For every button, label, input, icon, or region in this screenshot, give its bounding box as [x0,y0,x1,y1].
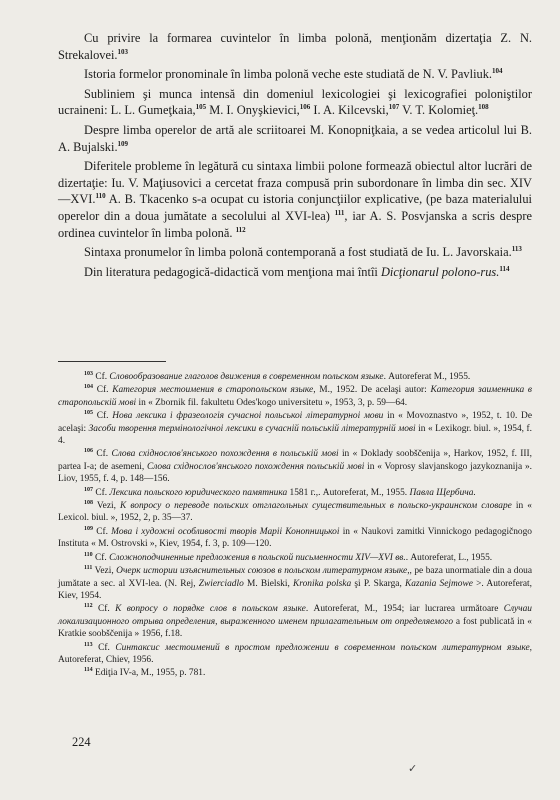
text-run: Diferitele probleme în legătură cu sintaxa limbii polone formează obiectul altor lucrări de dizertaţie: Iu. V. Maţiusovici a cercetat fraza compusă prin subordonare în limba din sec. XIV—XVI. [58,159,532,207]
footnote [58,603,532,640]
italic-title: К вопросу о переводе польских отглагольных существительных в польско-украинском словаре [120,501,512,512]
text-run: , M., 1952. De acelaşi autor: [313,385,431,396]
footnote-ref: 113 [511,245,522,254]
text-run: Cf. [92,642,116,653]
text-run: . Autoreferat M., 1955. [383,372,471,382]
text-run: Din literatura pedagogică-didactică vom menţiona mai întîi [84,264,381,279]
text-run: , Autoreferat, Chiev, 1956. [58,642,533,665]
text-run: A. B. Tkacenko s-a ocupat cu istoria conjuncţiilor explicative, (pe baza materialului operelor din a doua jumătate a secolului al XVI-lea) [58,192,532,223]
paragraph [58,244,532,261]
text-run: . Autoreferat, M., 1954; iar lucrarea următoare [305,604,504,615]
main-text [58,30,532,283]
footnote-ref: 105 [84,410,93,417]
italic-title: Лексика польского юридического памятника [109,487,288,498]
italic-title: Kronika polska [293,578,352,589]
text-run: I. A. Kilcevski, [310,103,389,118]
footnote-ref: 114 [84,667,93,674]
text-run: Cf. [93,385,113,396]
text-run: Ediţia IV-a, M., 1955, p. 781. [92,668,206,679]
footnote-ref: 105 [195,103,207,112]
paragraph [58,264,532,281]
footnote [58,371,532,383]
text-run: Cf. [93,526,112,537]
text-run: Cu privire la formarea cuvintelor în limba polonă, menţionăm dizertaţia Z. N. Strekalovei. [58,31,532,62]
text-run: Cf. [92,604,116,615]
footnote [58,667,532,679]
footnote-ref: 109 [117,139,129,148]
footnote-ref: 107 [84,486,93,493]
text-run: Cf. [93,449,112,460]
footnote-ref: 107 [388,103,400,112]
text-run: M. Bielski, [243,578,294,589]
italic-title: Kazania Sejmowe [405,578,473,589]
text-run: in « Doklady soobščenija », Harkov, 1952, f. III, partea I-a; de asemeni, [58,449,533,472]
italic-title: Синтаксис местоимений в простом предложении в современном польском литературном языке [115,642,530,653]
text-run: Cf. [93,487,110,498]
footnote-separator [58,361,166,362]
text-run: V. T. Kolomieţ. [399,103,479,118]
footnote-ref: 112 [235,225,246,234]
italic-title: Павла Щербича. [409,487,476,498]
footnote [58,552,532,564]
text-run: Istoria formelor pronominale în limba polonă veche este studiată de N. V. Pavliuk. [84,67,492,82]
text-run: in « Zbornik fil. fakultetu Odes'kogo universitetu », 1953, 3, p. 59—64. [136,397,408,408]
italic-title: Очерк истории изъяснительных союзов в польском литературном языке [116,566,408,577]
text-run: Subliniem şi munca intensă din domeniul lexicologiei şi lexicografiei poloniştilor ucraineni: L. L. Gumeţkaia, [58,86,532,118]
italic-title: Zwierciadlo [198,578,244,589]
text-run: Cf. [93,372,110,382]
text-run: şi P. Skarga, [351,578,406,589]
italic-title: Мова i художнi особливостi творiв Марii Конопницькоi [111,526,340,537]
text-run: 1581 г.,. Autoreferat, M., 1955. [287,487,410,498]
footnote-ref: 103 [84,371,93,377]
footnote-ref: 110 [95,192,106,201]
text-run: in « Movoznastvo », 1952, t. 10. De acelaşi: [58,411,532,434]
footnote [58,500,532,525]
text-run: in « Lexikogr. biul. », 1954, f. 4. [58,423,532,447]
pencil-check-mark: ✓ [408,763,418,775]
footnote-ref: 112 [84,603,93,610]
text-run: . Autoreferat, L., 1955. [405,552,493,563]
italic-title: К вопросу о порядке слов в польском языке [115,604,306,615]
footnote-ref: 106 [299,103,311,112]
text-run: Sintaxa pronumelor în limba polonă contemporană a fost studiată de Iu. L. Javorskaia. [84,245,512,260]
text-run: ,, pe baza unormatiale din a doua jumătate a sec. al XVI-lea. (N. Rej, [58,566,532,589]
text-run: , iar A. S. Posvjanska a scris despre ordinea cuvintelor în limba polonă. [58,208,532,240]
text-run: in « Lexicol. biul. », 1952, 2, p. 35—37. [58,501,532,524]
italic-title: Категория местоимения в старопольском языке [112,385,314,396]
paragraph [58,30,532,63]
paragraph [58,122,532,155]
italic-title: Нова лексика i фразеологiя сучасноi польськоi лiтературноi мови [112,411,384,422]
text-run: Vezi, [93,501,121,512]
italic-title: Dicţionarul polono-rus. [380,264,500,279]
footnotes [58,371,532,681]
paragraph [58,158,532,241]
footnote [58,410,532,447]
text-run: Cf. [92,552,110,563]
footnote-ref: 110 [84,551,93,558]
text-run: >. Autoreferat, Kiev, 1954. [58,578,532,601]
italic-title: Сложноподчиненные предложения в польской письменности XIV—XVI вв. [109,552,406,563]
page-number: 224 [72,735,91,749]
footnote [58,384,532,409]
italic-title: Случаи локализационного отрыва определения, выраженного именем прилагательным от определяемого [58,604,532,627]
italic-title: Словообразование глаголов движения в современном польском языке [109,372,384,382]
text-run: in « Naukovi zamitki Vinnickogo pedagogičnogo Instituta « M. Ostrovski », Kiev, 1954, f. 3, p. 109—120. [58,526,532,550]
text-run: Despre limba operelor de artă ale scriitoarei M. Konopniţkaia, a se vedea articolul lui B. A. Bujalski. [58,122,532,154]
italic-title: Слова схiднослов'янського похождення в польськiй мовi [111,449,339,460]
footnote [58,642,532,667]
italic-title: Слова схiднослов'янського похождення польськiй мовi [146,461,365,472]
italic-title: Категория заименника в старопольскiй мовi [58,385,533,408]
footnote [58,487,532,499]
text-run: in « Voprosy slavjanskogo jazykoznanija ». Liov, 1955, f. 4, p. 148—156. [58,461,532,485]
footnote-ref: 104 [84,384,93,391]
paragraph [58,66,532,83]
text-run: Cf. [93,411,113,422]
italic-title: Засоби творення термiнологiчноi лексики в сучаснiй польськiй лiтературнiй мовi [88,423,416,434]
footnote-ref: 106 [84,448,93,455]
footnote [58,448,532,485]
text-run: a fost publicată in « Kratkie soobščenija » 1956, f.18. [58,616,532,640]
footnote-ref: 104 [492,67,503,76]
text-run: Vezi, [92,566,117,577]
footnote-ref: 108 [84,500,93,507]
text-run: M. I. Onyşkievici, [206,103,300,118]
footnote-ref: 108 [478,103,489,112]
footnote-ref: 111 [334,208,345,217]
footnote-ref: 114 [499,264,510,273]
footnote-ref: 103 [117,47,129,56]
footnote-ref: 113 [84,641,93,648]
paragraph [58,86,532,119]
footnote [58,565,532,602]
footnote-ref: 111 [84,565,93,572]
footnote-ref: 109 [84,525,93,532]
footnote [58,526,532,551]
